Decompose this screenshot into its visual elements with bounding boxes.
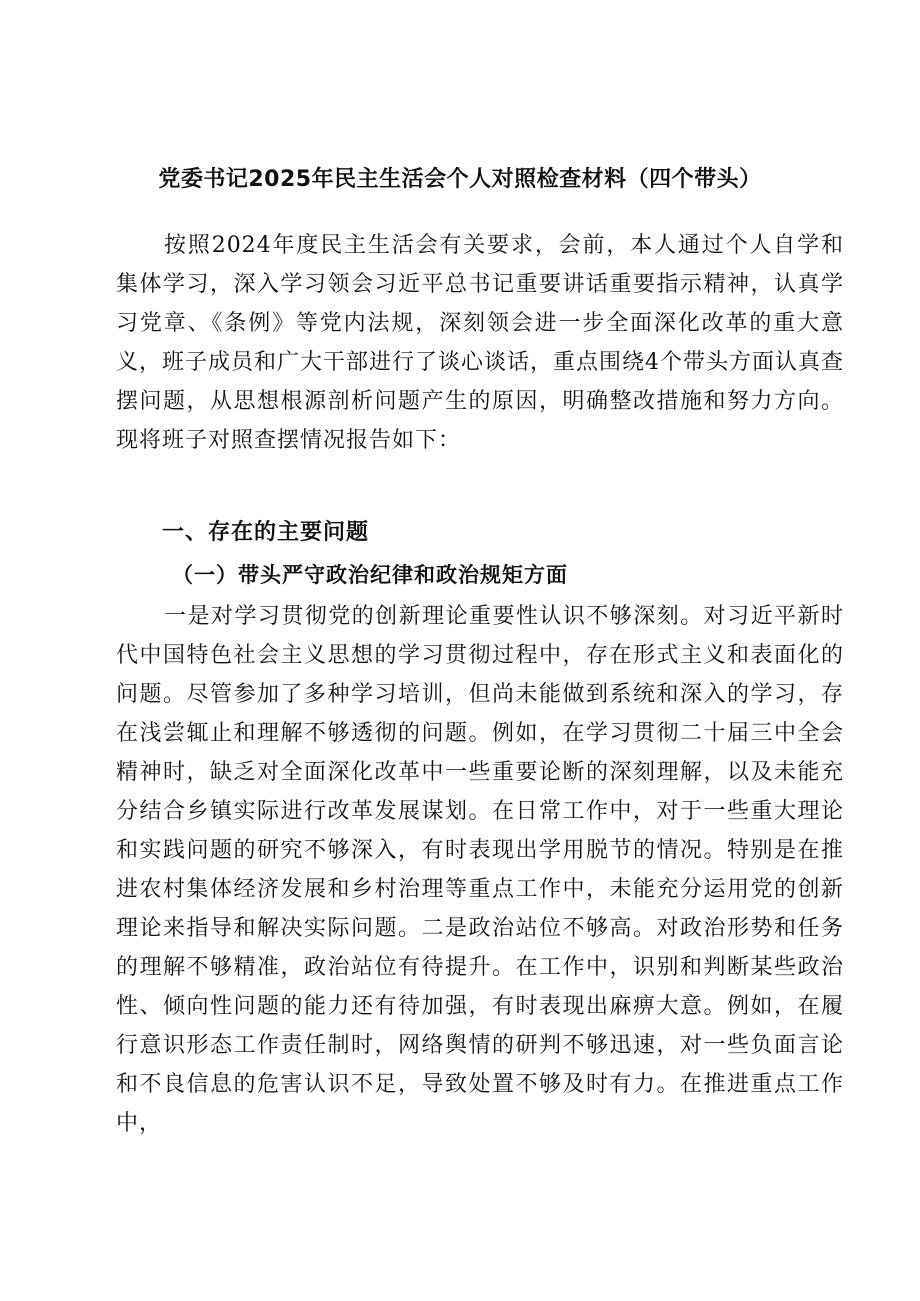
intro-paragraph: 按照2024年度民主生活会有关要求，会前，本人通过个人自学和集体学习，深入学习领会习近平总书记重要讲话重要指示精神，认真学习党章、《条例》等党内法规，深刻领会进一步全面深化改革的重大意义，班子成员和广大干部进行了谈心谈话，重点围绕4个带头方面认真查摆问题，从思想根源剖析问题产生的原因，明确整改措施和努力方向。现将班子对照查摆情况报告如下： bbox=[116, 233, 844, 453]
document-title: 党委书记2025年民主生活会个人对照检查材料（四个带头） bbox=[158, 167, 762, 192]
body-paragraph: 一是对学习贯彻党的创新理论重要性认识不够深刻。对习近平新时代中国特色社会主义思想的学习贯彻过程中，存在形式主义和表面化的问题。尽管参加了多种学习培训，但尚未能做到系统和深入的学习，存在浅尝辄止和理解不够透彻的问题。例如，在学习贯彻二十届三中全会精神时，缺乏对全面深化改革中一些重要论断的深刻理解，以及未能充分结合乡镇实际进行改革发展谋划。在日常工作中，对于一些重大理论和实践问题的研究不够深入，有时表现出学用脱节的情况。特别是在推进农村集体经济发展和乡村治理等重点工作中，未能充分运用党的创新理论来指导和解决实际问题。二是政治站位不够高。对政治形势和任务的理解不够精准，政治站位有待提升。在工作中，识别和判断某些政治性、倾向性问题的能力还有待加强，有时表现出麻痹大意。例如，在履行意识形态工作责任制时，网络舆情的研判不够迅速，对一些负面言论和不良信息的危害认识不足，导致处置不够及时有力。在推进重点工作中， bbox=[116, 604, 844, 1136]
subsection-heading-political-discipline: （一）带头严守政治纪律和政治规矩方面 bbox=[172, 562, 568, 587]
section-heading-problems: 一、存在的主要问题 bbox=[162, 520, 370, 545]
